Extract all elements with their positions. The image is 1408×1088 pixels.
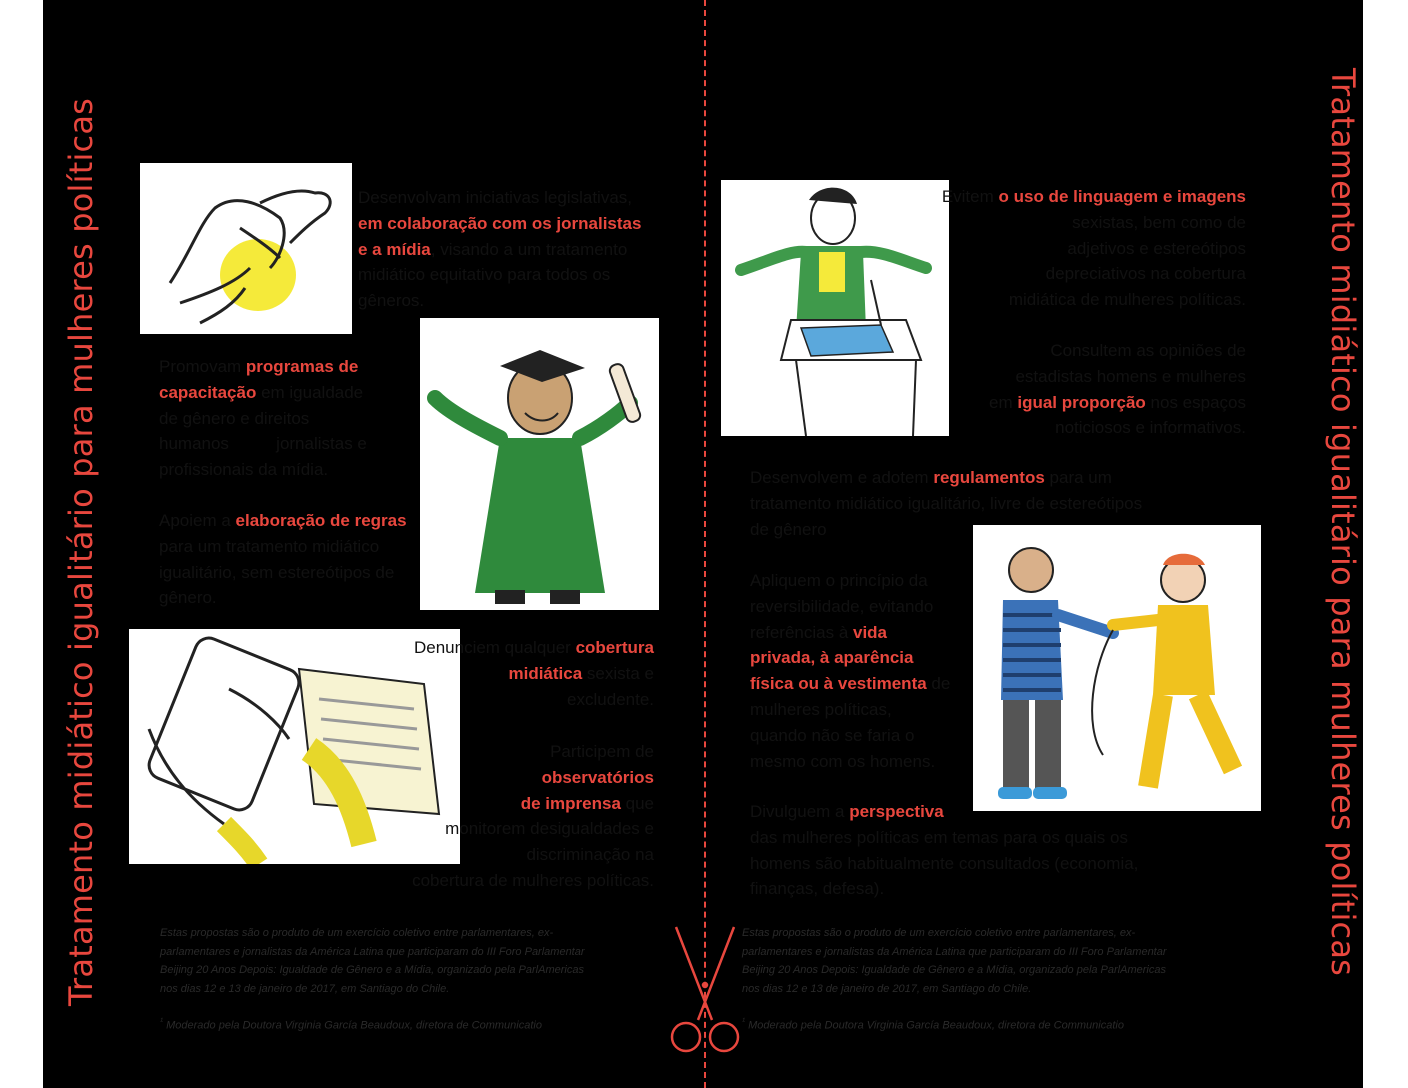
left-item-training-programs [159, 354, 419, 483]
note-line: Estas propostas são o produto de um exercício coletivo entre parlamentares, ex- [742, 927, 1136, 939]
text-line: estadistas homens e mulheres [1015, 366, 1246, 386]
note-line: Estas propostas são o produto de um exercício coletivo entre parlamentares, ex- [160, 927, 554, 939]
highlight: e a mídia [358, 239, 431, 259]
highlight: elaboração de regras [235, 511, 407, 530]
text-line: cobertura de mulheres políticas. [412, 870, 654, 890]
right-item-perspective [750, 799, 1240, 902]
text-line: Participem de [550, 742, 654, 761]
highlight: igual proporção [1017, 392, 1146, 412]
text-line: gêneros. [358, 291, 425, 311]
highlight: regulamentos [933, 468, 1045, 487]
highlight: cobertura [575, 638, 654, 657]
text-span: referências à [750, 622, 853, 642]
text-line: midiático equitativo para todos os [358, 265, 611, 285]
text-line: tratamento midiático igualitário, livre de estereótipos [750, 493, 1143, 513]
highlight: midiática [508, 663, 583, 683]
text-line: reversibilidade, evitando [750, 596, 934, 616]
text-line: gênero. [159, 588, 217, 608]
note-line: Beijing 20 Anos Depois: Igualdade de Gênero e a Mídia, organizado pela ParlAmericas [742, 964, 1166, 976]
left-item-rules [159, 508, 459, 611]
left-note [160, 924, 660, 998]
text-span: Promovam [159, 357, 246, 376]
text-line: monitorem desigualdades e [445, 819, 654, 839]
text-line: profissionais da mídia. [159, 460, 329, 480]
text-line: humanos jornalistas e [159, 434, 367, 454]
text-line: igualitário, sem estereótipos de [159, 562, 395, 582]
text-line: Apliquem o princípio da [750, 571, 928, 590]
footnote-text: Moderado pela Doutora Virginia García Beaudoux, diretora de Communicatio [163, 1019, 542, 1032]
text-line: Consultem as opiniões de [1050, 341, 1246, 360]
handshake-illustration [140, 163, 352, 334]
scissors-icon [662, 925, 748, 1057]
highlight: perspectiva [849, 802, 944, 821]
highlight: programas de [245, 357, 359, 376]
text-line: adjetivos e estereótipos [1067, 238, 1246, 258]
highlight: física ou à vestimenta [750, 674, 927, 694]
right-item-avoid-sexist-language [880, 184, 1246, 313]
text-span: para um [1044, 468, 1112, 487]
text-line: midiática de mulheres políticas. [1008, 290, 1246, 310]
vertical-title-right: Tratamento midiático igualitário para mulheres políticas [1324, 68, 1362, 977]
text-line: mesmo com os homens. [750, 751, 936, 771]
text-span: , visando a um tratamento [430, 239, 628, 259]
text-line: das mulheres políticas em temas para os quais os [750, 827, 1128, 847]
text-line: mulheres políticas, [750, 699, 892, 719]
highlight: em colaboração com os jornalistas [358, 213, 642, 233]
note-line: parlamentares e jornalistas da América Latina que participaram do III Foro Parlamentar [160, 945, 585, 958]
text-line: noticiosos e informativos. [1055, 418, 1246, 438]
right-note [742, 924, 1252, 998]
text-span: Apoiem a [159, 511, 236, 530]
text-span: Denunciem qualquer [413, 638, 576, 657]
footnote-mark: ¹ [160, 1016, 164, 1026]
text-span: que [620, 793, 654, 813]
text-line: homens são habitualmente consultados (economia, [750, 853, 1139, 873]
text-line: sexistas, bem como de [1072, 212, 1246, 232]
note-line: Beijing 20 Anos Depois: Igualdade de Gênero e a Mídia, organizado pela ParlAmericas [160, 964, 584, 976]
text-line: discriminação na [526, 845, 654, 865]
text-span: sexista e [582, 663, 654, 683]
text-line: excludente. [567, 689, 654, 709]
text-span: Divulguem a [750, 802, 850, 821]
left-item-legislative-initiatives [358, 185, 658, 314]
text-span: nos espaços [1145, 392, 1246, 412]
highlight: de imprensa [520, 793, 621, 813]
note-line: parlamentares e jornalistas da América Latina que participaram do III Foro Parlamentar [742, 945, 1167, 958]
text-line: finanças, defesa). [750, 879, 885, 899]
footnote-text: Moderado pela Doutora Virginia García Beaudoux, diretora de Communicatio [745, 1019, 1124, 1032]
left-item-denounce [340, 635, 654, 712]
text-span: em [989, 392, 1018, 412]
footnote-mark: ¹ [742, 1016, 746, 1026]
text-span: Evitem [941, 187, 999, 206]
highlight: o uso de linguagem e imagens [998, 187, 1246, 206]
text-span: em igualdade [256, 382, 364, 402]
text-line: depreciativos na cobertura [1045, 264, 1246, 284]
highlight: capacitação [159, 382, 257, 402]
text-line: Desenvolvam iniciativas legislativas, [358, 188, 633, 207]
text-span: Desenvolvem e adotem [750, 468, 934, 487]
text-line: para um tratamento midiático [159, 536, 380, 556]
highlight: privada, à aparência [750, 648, 914, 668]
right-item-regulations [750, 465, 1240, 542]
text-line: quando não se faria o [750, 725, 915, 745]
right-footnote [742, 1016, 1124, 1032]
highlight: observatórios [541, 767, 654, 787]
highlight: vida [853, 622, 888, 642]
note-line: nos dias 12 e 13 de janeiro de 2017, em Santiago do Chile. [160, 982, 450, 995]
right-item-reversibility [750, 568, 980, 774]
text-line: de gênero [750, 519, 827, 539]
text-line: de gênero e direitos [159, 408, 310, 428]
text-span: de [926, 674, 951, 694]
interview-illustration [973, 525, 1261, 811]
left-item-observatories [340, 739, 654, 894]
vertical-title-left: Tratamento midiático igualitário para mulheres políticas [62, 97, 100, 1006]
left-footnote [160, 1016, 542, 1032]
note-line: nos dias 12 e 13 de janeiro de 2017, em Santiago do Chile. [742, 982, 1032, 995]
right-item-consult-opinions [880, 338, 1246, 441]
